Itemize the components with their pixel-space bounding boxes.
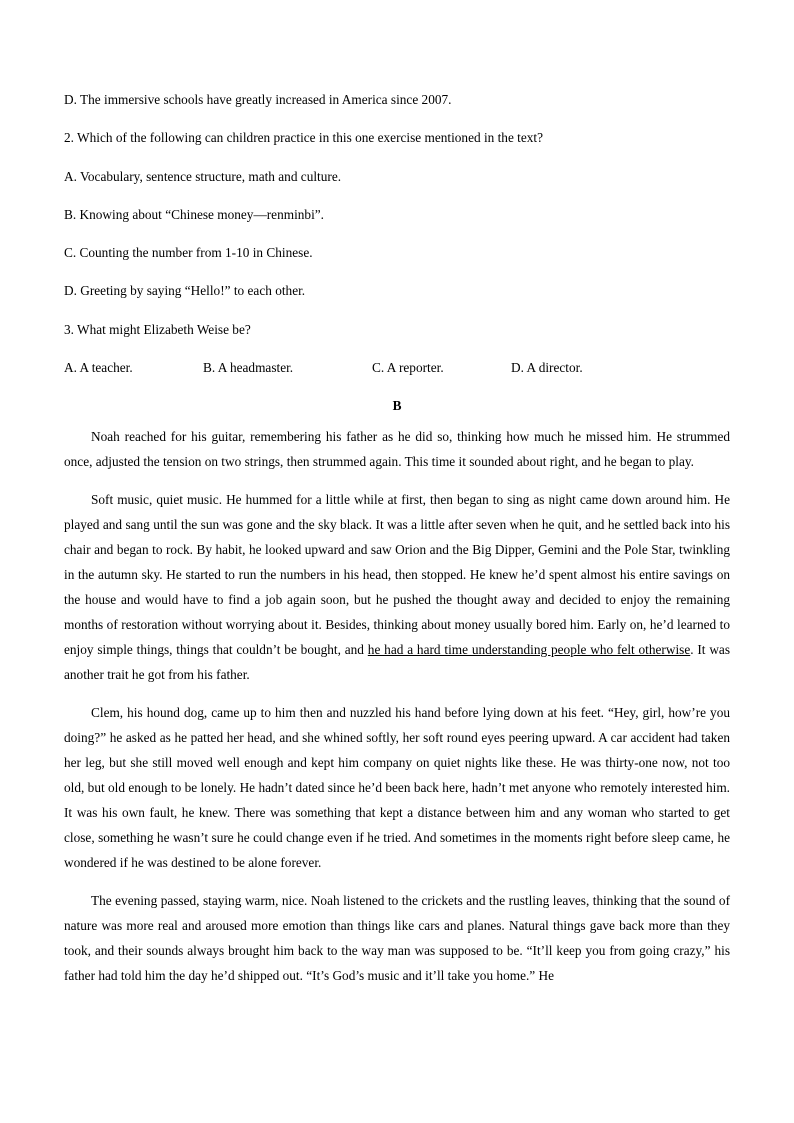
paragraph-2-text-end: . It was another trait he got from his father. xyxy=(64,642,731,683)
q2-option-a: A. Vocabulary, sentence structure, math and culture. xyxy=(64,168,342,184)
q2-option-c: C. Counting the number from 1-10 in Chinese. xyxy=(64,245,313,261)
q3-options xyxy=(64,356,730,394)
passage-paragraph-2 xyxy=(64,487,730,687)
section-heading: B xyxy=(392,398,402,414)
q2-option-b: B. Knowing about “Chinese money—renminbi”. xyxy=(64,206,324,222)
passage-paragraph-3: Clem, his hound dog, came up to him then and nuzzled his hand before lying down at his feet. “Hey, girl, how’re you doing?” he asked as he patted her head, and she whined softly, her soft round eyes peering upward. A car accident had taken her leg, but she still moved well enough and kept him company on quiet nights like these. He was thirty-one now, not too old, but old enough to be lonely. He hadn’t dated since he’d been back here, hadn’t met anyone who remotely interested him. It was his own fault, he knew. There was something that kept a distance between him and any woman who started to get close, something he wasn’t sure he could change even if he tried. And sometimes in the moments right before sleep came, he wondered if he was destined to be alone forever. xyxy=(64,705,730,871)
paragraph-2-text-start: Soft music, quiet music. He hummed for a little while at first, then began to sing as night came down around him. He played and sang until the sun was gone and the sky black. It was a little after seven when he quit, and he settled back into his chair and began to rock. By habit, he looked upward and saw Orion and the Big Dipper, Gemini and the Pole Star, twinkling in the autumn sky. He started to run the numbers in his head, then stopped. He knew he’d spent almost his entire savings on the house and would have to find a job again soon, but he pushed the thought away and decided to enjoy the remaining months of restoration without worrying about it. Besides, thinking about money usually bored him. Early on, he’d learned to enjoy simple things, things that couldn’t be bought, and xyxy=(64,492,730,658)
underlined-sentence: he had a hard time understanding people who felt otherwise xyxy=(367,642,691,658)
q3-option-b: B. A headmaster. xyxy=(203,360,294,376)
q3-option-a: A. A teacher. xyxy=(64,360,133,376)
document-page xyxy=(64,88,730,1001)
q3-option-d: D. A director. xyxy=(511,360,583,376)
passage-paragraph-1: Noah reached for his guitar, remembering his father as he did so, thinking how much he missed him. He strummed once, adjusted the tension on two strings, then strummed again. This time it sounded about right, and he began to play. xyxy=(64,429,730,470)
passage-paragraph-4: The evening passed, staying warm, nice. Noah listened to the crickets and the rustling leaves, thinking that the sound of nature was more real and aroused more emotion than things like cars and planes. Natural things gave back more than they took, and their sounds always brought him back to the way man was supposed to be. “It’ll keep you from going crazy,” his father had told him the day he’d shipped out. “It’s God’s music and it’ll take you home.” He xyxy=(64,893,730,984)
q3-option-c: C. A reporter. xyxy=(372,360,444,376)
q2-option-d: D. Greeting by saying “Hello!” to each other. xyxy=(64,283,306,299)
q3-stem: 3. What might Elizabeth Weise be? xyxy=(64,321,251,337)
q1-option-d: D. The immersive schools have greatly increased in America since 2007. xyxy=(64,92,452,107)
q2-stem: 2. Which of the following can children practice in this one exercise mentioned in the text? xyxy=(64,130,544,146)
